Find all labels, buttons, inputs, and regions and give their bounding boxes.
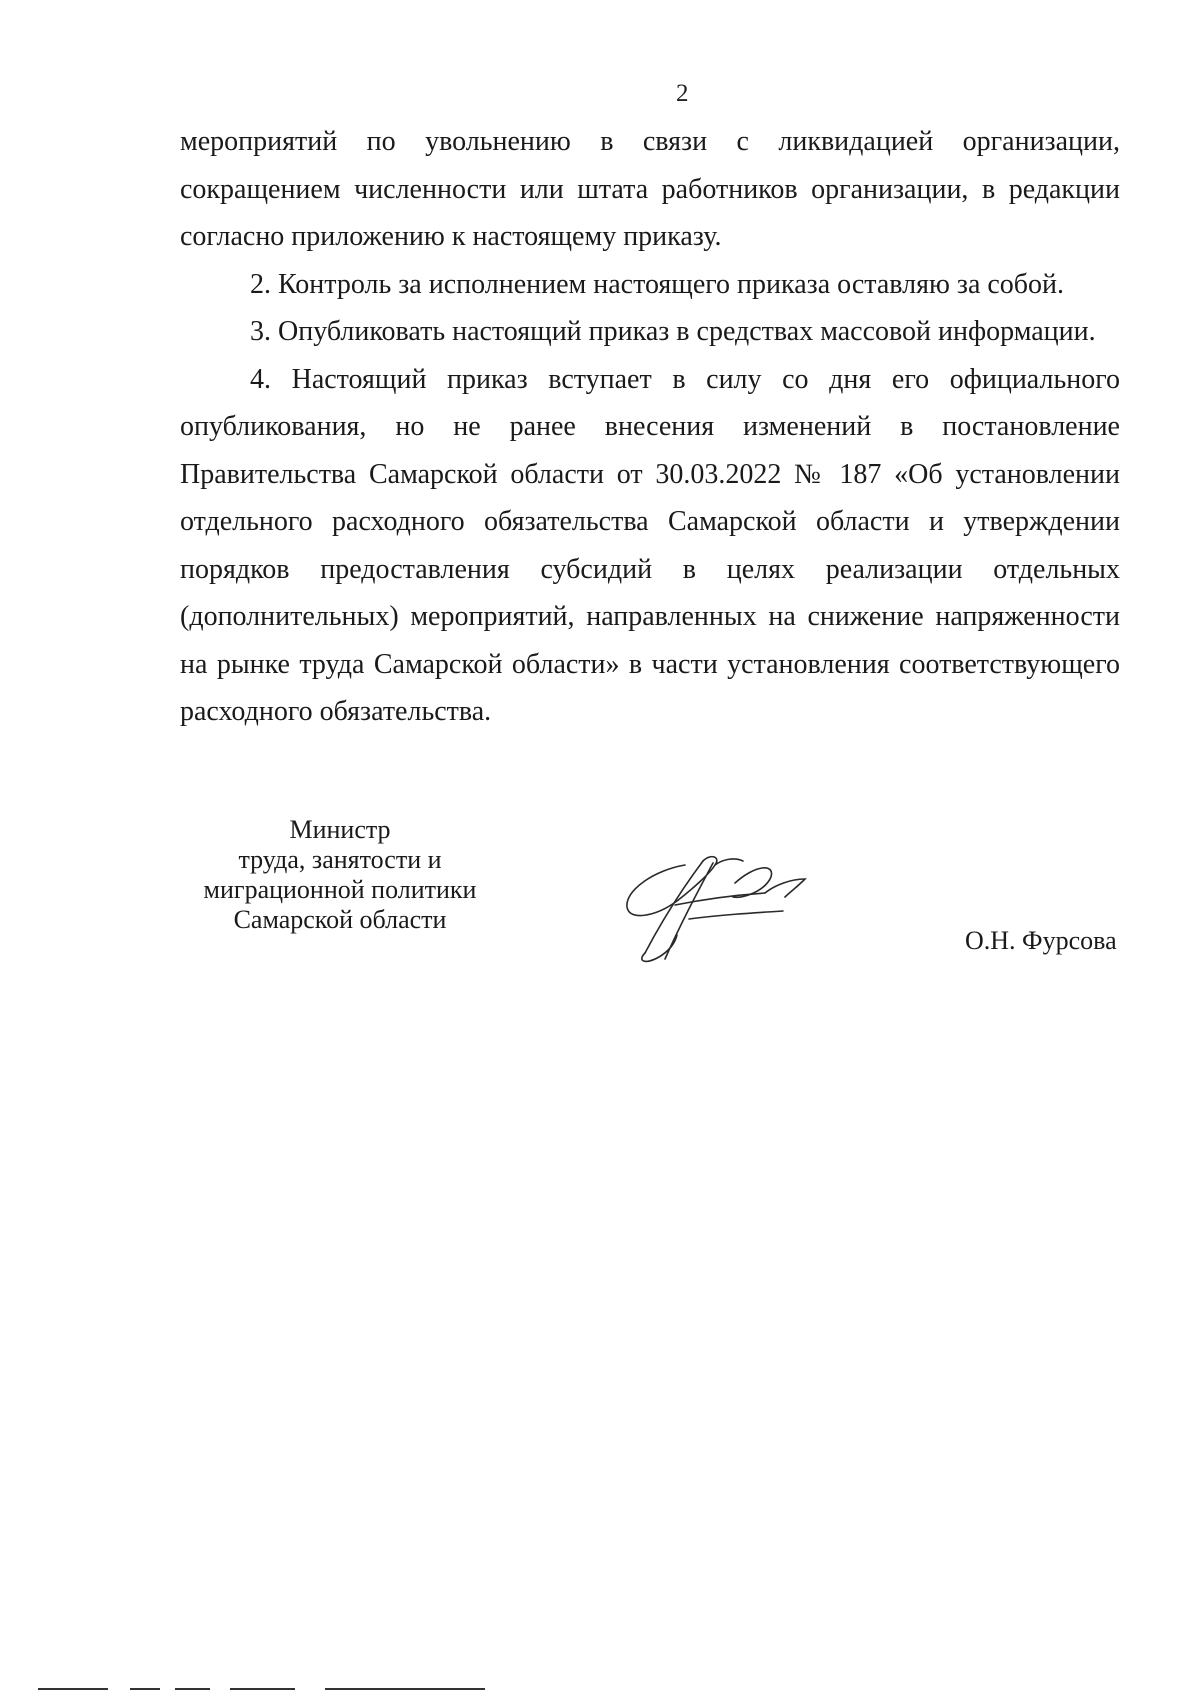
scan-artifact-line <box>130 1688 160 1690</box>
paragraph-item-2: 2. Контроль за исполнением настоящего приказа оставляю за собой. <box>250 268 1065 300</box>
position-line: Министр <box>289 815 391 844</box>
paragraph-item-3: 3. Опубликовать настоящий приказ в средствах массовой информации. <box>250 316 1096 347</box>
position-line: миграционной политики <box>203 875 477 904</box>
position-line: труда, занятости и <box>238 845 442 874</box>
paragraph-continuation: мероприятий по увольнению в связи с ликвидацией организации, сокращением численности или штата работников организации, в редакции согласно приложению к настоящему приказу. <box>180 126 1120 252</box>
page-number: 2 <box>676 80 689 107</box>
document-body <box>180 118 1120 736</box>
signatory-position <box>180 815 500 935</box>
scan-artifact-line <box>325 1688 485 1690</box>
paragraph-item-4: 4. Настоящий приказ вступает в силу со дня его официального опубликования, но не ранее внесения изменений в постановление Правительства Самарской области от 30.03.2022 № 187 «Об установлении отдельного расходного обязательства Самарской области и утверждении порядков предоставления субсидий в целях реализации отдельных (дополнительных) мероприятий, направленных на снижение напряженности на рынке труда Самарской области» в части установления соответствующего расходного обязательства. <box>180 363 1120 727</box>
position-line: Самарской области <box>233 905 447 934</box>
handwritten-signature-icon <box>615 835 835 970</box>
scan-artifact-line <box>230 1688 295 1690</box>
scan-artifact-line <box>175 1688 210 1690</box>
signer-name: О.Н. Фурсова <box>965 926 1117 955</box>
scan-artifact-line <box>38 1688 108 1690</box>
